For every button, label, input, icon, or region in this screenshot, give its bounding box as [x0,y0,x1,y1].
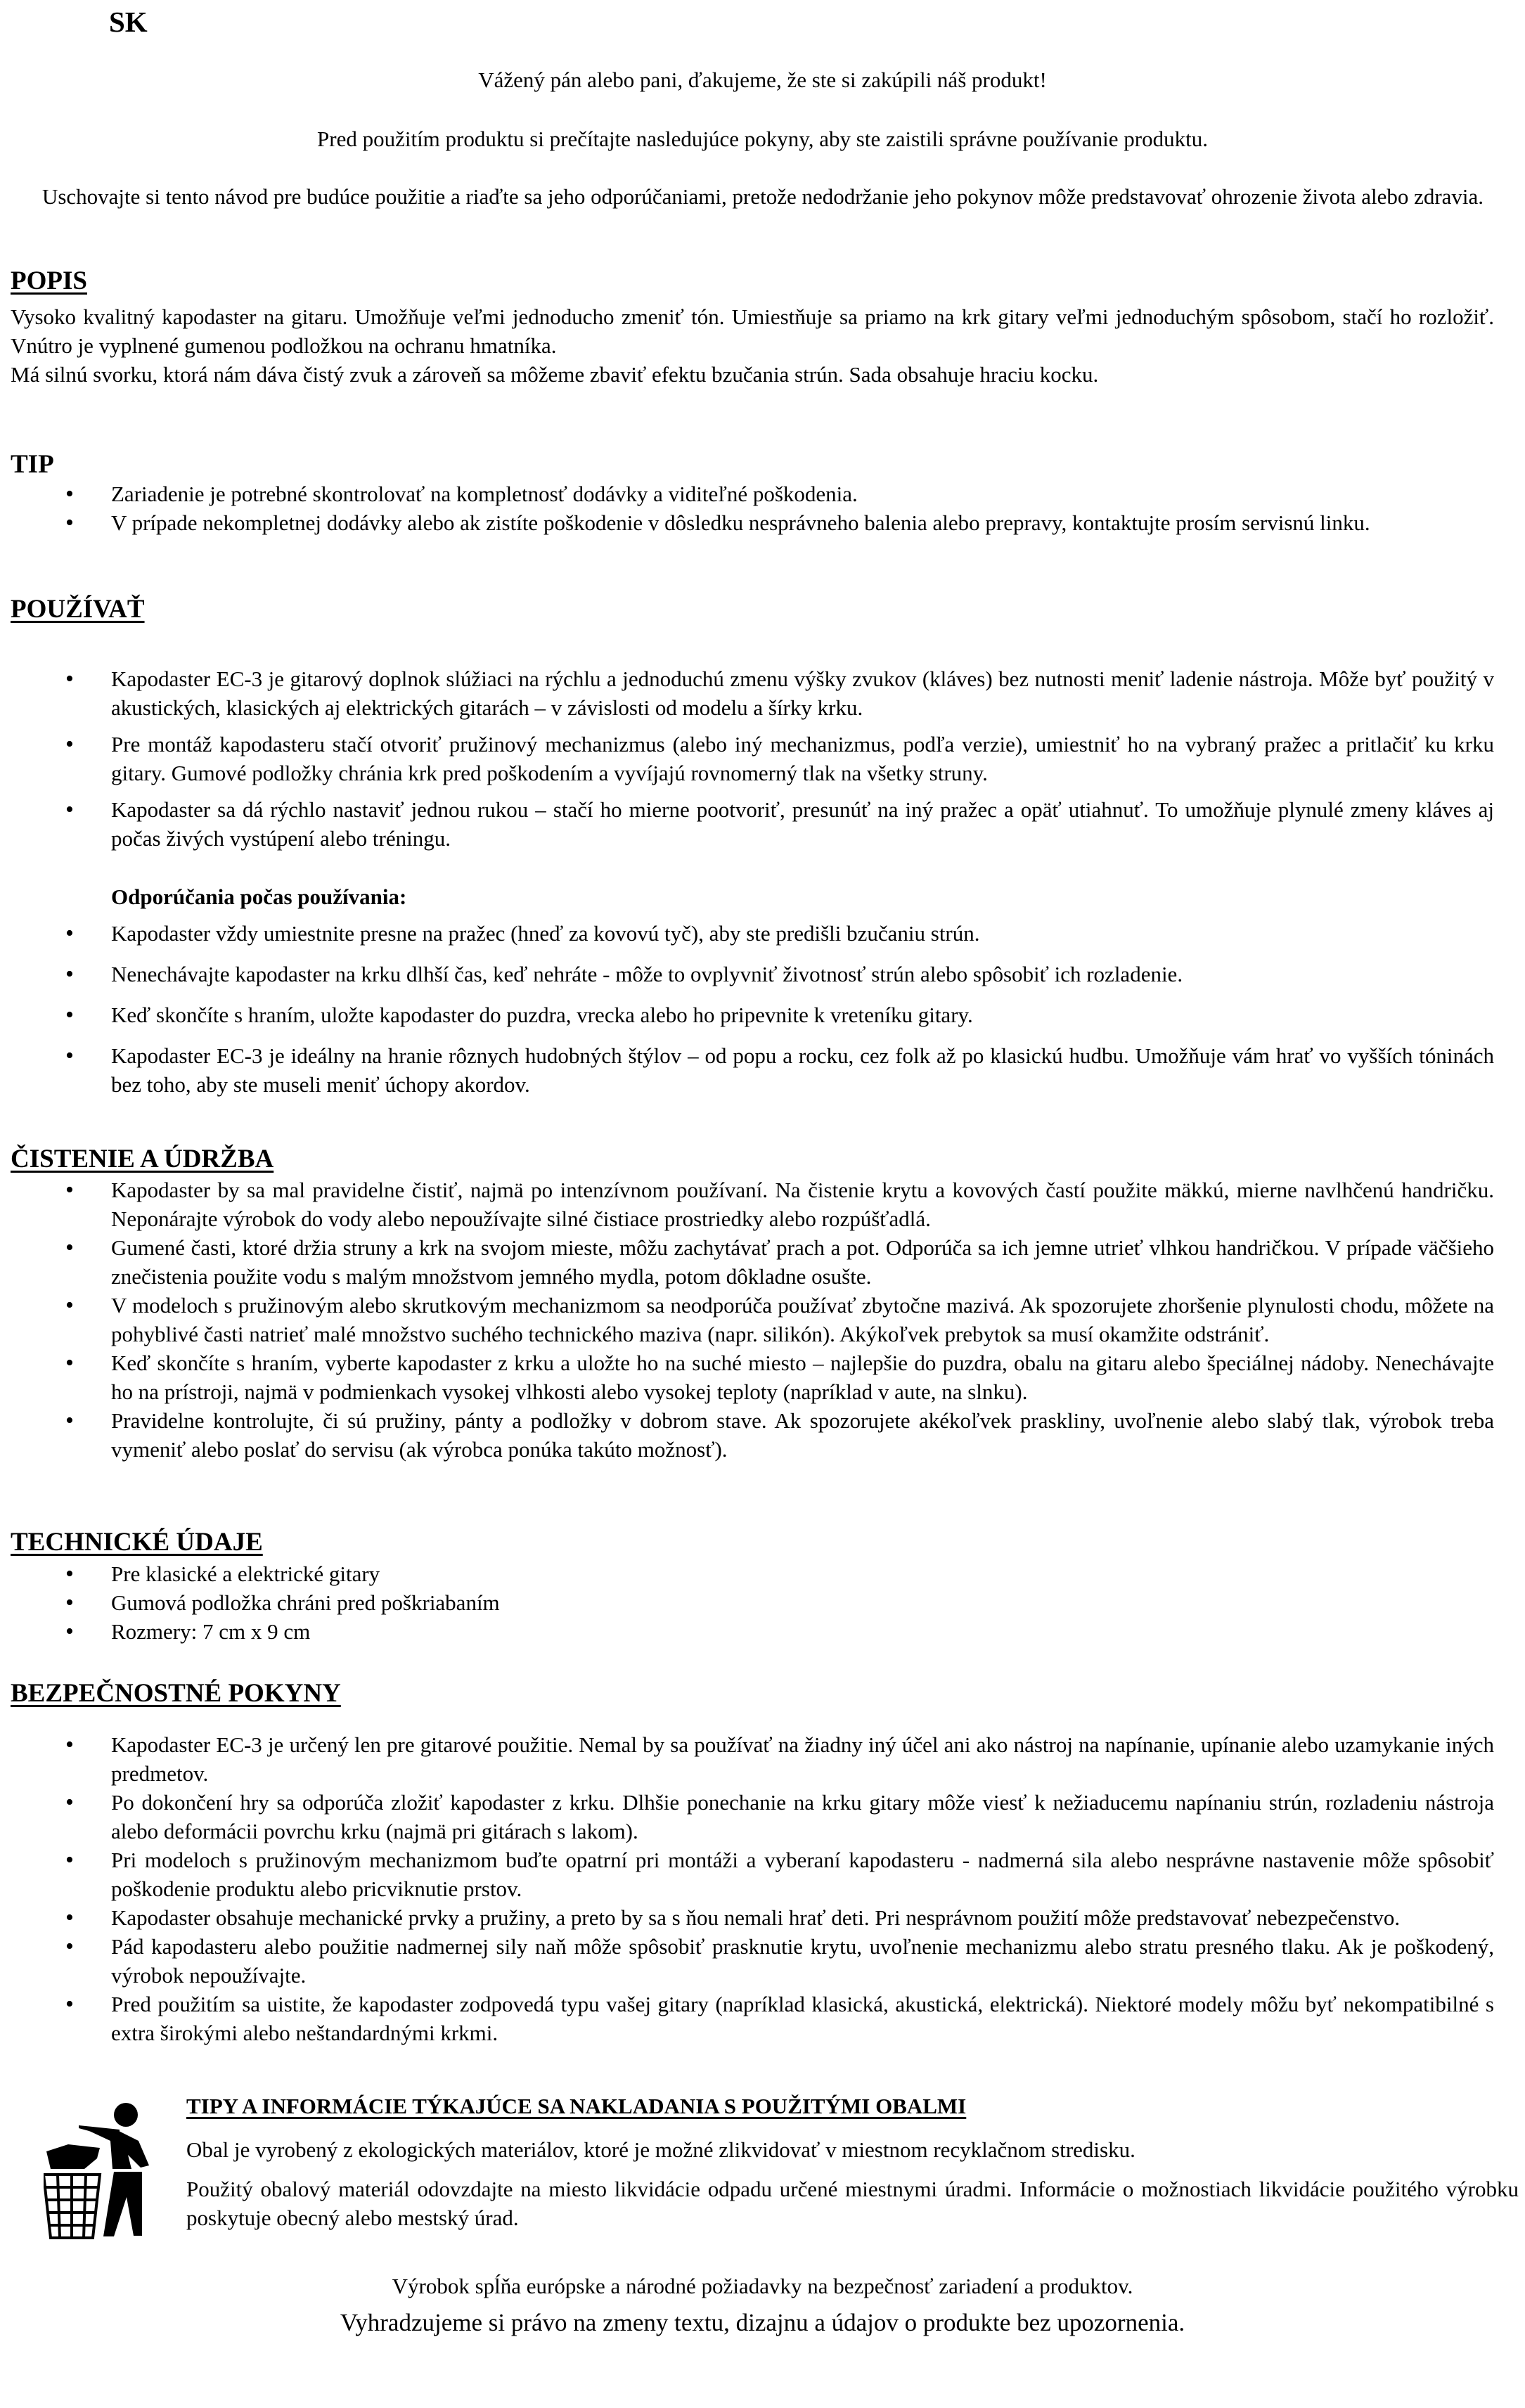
language-code: SK [109,6,148,38]
list-item [0,479,1494,508]
list-item [0,1233,1494,1291]
bullet-icon: • [65,666,74,692]
specs-list [0,1559,1494,1646]
list-item [0,1788,1494,1846]
list-item [0,1291,1494,1348]
list-item [0,1000,1494,1029]
bullet-icon: • [65,1847,74,1873]
list-item [0,1176,1494,1233]
bullet-icon: • [65,510,74,536]
list-item [0,1932,1494,1990]
list-item [0,1041,1494,1099]
list-item-text: Nenechávajte kapodaster na krku dlhší čas, keď nehráte - môže to ovplyvniť životnosť strún alebo spôsobiť ich rozladenie. [111,962,1183,986]
list-item-text: Rozmery: 7 cm x 9 cm [111,1619,311,1644]
bullet-icon: • [65,1408,74,1434]
bullet-icon: • [65,481,74,507]
list-item [0,1903,1494,1932]
list-item-text: Pre montáž kapodasteru stačí otvoriť pružinový mechanizmus (alebo iný mechanizmus, podľa verzie), umiestniť ho na vybraný pražec a pritlačiť ku krku gitary. Gumové podložky chránia krk pred poškodením a vyvíjajú rovnomerný tlak na všetky struny. [111,732,1494,785]
list-item-text: Keď skončíte s hraním, uložte kapodaster do puzdra, vrecka alebo ho pripevnite k vreteníku gitary. [111,1003,973,1027]
list-item-text: Pred použitím sa uistite, že kapodaster zodpovedá typu vašej gitary (napríklad klasická, akustická, elektrická). Niektoré modely môžu byť nekompatibilné s extra širokými alebo neštandardnými krkmi. [111,1992,1494,2045]
bullet-icon: • [65,1590,74,1616]
list-item-text: Kapodaster by sa mal pravidelne čistiť, najmä po intenzívnom používaní. Na čistenie krytu a kovových častí použite mäkkú, mierne navlhčenú handričku. Neponárajte výrobok do vody alebo nepoužívajte silné čistiace prostriedky alebo rozpúšťadlá. [111,1178,1494,1231]
list-item-text: Gumová podložka chráni pred poškriabaním [111,1590,500,1615]
bullet-icon: • [65,1043,74,1069]
list-item-text: Pre klasické a elektrické gitary [111,1562,380,1586]
recommendations-list [0,919,1494,1111]
recycling-title: TIPY A INFORMÁCIE TÝKAJÚCE SA NAKLADANIA S POUŽITÝMI OBALMI [186,2094,967,2118]
section-title-bezpecnost: BEZPEČNOSTNÉ POKYNY [11,1679,341,1708]
waste-bin-disposal-icon [44,2099,149,2246]
recommendations-title: Odporúčania počas používania: [111,884,407,909]
list-item [0,1348,1494,1406]
list-item [0,1617,1494,1646]
recycling-text-1: Obal je vyrobený z ekologických materiálov, ktoré je možné zlikvidovať v miestnom recyklačnom stredisku. [186,2137,1135,2162]
bullet-icon: • [65,1933,74,1959]
popis-text-2: Má silnú svorku, ktorá nám dáva čistý zvuk a zároveň sa môžeme zbaviť efektu bzučania strún. Sada obsahuje hraciu kocku. [11,362,1099,387]
list-item-text: Kapodaster sa dá rýchlo nastaviť jednou rukou – stačí ho mierne pootvoriť, presunúť na iný pražec a opäť utiahnuť. To umožňuje plynulé zmeny kláves aj počas živých vystúpení alebo tréningu. [111,797,1494,851]
bullet-icon: • [65,1350,74,1376]
recycling-text-2: Použitý obalový materiál odovzdajte na miesto likvidácie odpadu určené miestnymi úradmi. Informácie o možnostiach likvidácie použitého výrobku poskytuje obecný alebo mestský úrad. [186,2177,1519,2230]
list-item [0,1846,1494,1903]
section-title-popis: POPIS [11,266,87,295]
bullet-icon: • [65,961,74,987]
bullet-icon: • [65,1618,74,1644]
cleaning-list [0,1176,1494,1464]
bullet-icon: • [65,920,74,946]
popis-text-1: Vysoko kvalitný kapodaster na gitaru. Umožňuje veľmi jednoducho zmeniť tón. Umiestňuje sa priamo na krk gitary veľmi jednoduchým spôsobom, stačí ho rozložiť. Vnútro je vyplnené gumenou podložkou na ochranu hmatníka. [11,304,1494,358]
list-item-text: Keď skončíte s hraním, vyberte kapodaster z krku a uložte ho na suché miesto – najlepšie do puzdra, obalu na gitaru alebo špeciálnej nádoby. Nenechávajte ho na prístroji, najmä v podmienkach vysokej vlhkosti alebo vysokej teploty (napríklad v aute, na slnku). [111,1351,1494,1404]
list-item [0,795,1494,853]
footer-compliance: Výrobok spĺňa európske a národné požiadavky na bezpečnosť zariadení a produktov. [392,2274,1133,2298]
bullet-icon: • [65,1561,74,1587]
bullet-icon: • [65,1002,74,1028]
section-title-tip: TIP [11,450,54,479]
list-item [0,1730,1494,1788]
list-item-text: Kapodaster EC-3 je gitarový doplnok slúžiaci na rýchlu a jednoduchú zmenu výšky zvukov (kláves) bez nutnosti meniť ladenie nástroja. Môže byť použitý v akustických, klasických aj elektrických gitarách – v závislosti od modelu a šírky krku. [111,667,1494,720]
list-item [0,1990,1494,2047]
section-title-cistenie: ČISTENIE A ÚDRŽBA [11,1145,274,1173]
bullet-icon: • [65,731,74,757]
footer-disclaimer: Vyhradzujeme si právo na zmeny textu, dizajnu a údajov o produkte bez upozornenia. [340,2309,1185,2336]
list-item-text: Gumené časti, ktoré držia struny a krk na svojom mieste, môžu zachytávať prach a pot. Odporúča sa ich jemne utrieť vlhkou handričkou. V prípade väčšieho znečistenia použite vodu s malým množstvom jemného mydla, potom dôkladne osušte. [111,1235,1494,1289]
intro-greeting: Vážený pán alebo pani, ďakujeme, že ste si zakúpili náš produkt! [478,67,1047,92]
list-item [0,730,1494,787]
list-item-text: Kapodaster obsahuje mechanické prvky a pružiny, a preto by sa s ňou nemali hrať deti. Pri nesprávnom použití môže predstavovať nebezpečenstvo. [111,1905,1401,1930]
section-title-technicke: TECHNICKÉ ÚDAJE [11,1528,263,1557]
list-item [0,1559,1494,1588]
bullet-icon: • [65,1789,74,1815]
list-item-text: Po dokončení hry sa odporúča zložiť kapodaster z krku. Dlhšie ponechanie na krku gitary môže viesť k nežiaducemu napínaniu strún, rozladeniu nástroja alebo deformácii povrchu krku (najmä pri gitárach s lakom). [111,1790,1494,1843]
list-item-text: V prípade nekompletnej dodávky alebo ak zistíte poškodenie v dôsledku nesprávneho balenia alebo prepravy, kontaktujte prosím servisnú linku. [111,510,1370,535]
tip-list [0,479,1494,537]
list-item-text: Pri modeloch s pružinovým mechanizmom buďte opatrní pri montáži a vyberaní kapodasteru - nadmerná sila alebo nesprávne nastavenie môže spôsobiť poškodenie produktu alebo pricviknutie prstov. [111,1848,1494,1901]
bullet-icon: • [65,1235,74,1261]
list-item [0,960,1494,989]
bullet-icon: • [65,1732,74,1758]
list-item-text: Kapodaster EC-3 je ideálny na hranie rôznych hudobných štýlov – od popu a rocku, cez folk až po klasickú hudbu. Umožňuje vám hrať vo vyšších tóninách bez toho, aby ste museli meniť úchopy akordov. [111,1043,1494,1097]
usage-list [0,664,1494,861]
list-item [0,1588,1494,1617]
bullet-icon: • [65,1177,74,1203]
list-item [0,664,1494,722]
safety-list [0,1730,1494,2047]
list-item-text: Kapodaster vždy umiestnite presne na pražec (hneď za kovovú tyč), aby ste predišli bzučaniu strún. [111,921,980,946]
list-item [0,919,1494,948]
list-item [0,1406,1494,1464]
list-item-text: Kapodaster EC-3 je určený len pre gitarové použitie. Nemal by sa používať na žiadny iný účel ani ako nástroj na napínanie, upínanie alebo uzamykanie iných predmetov. [111,1732,1494,1786]
bullet-icon: • [65,1292,74,1318]
list-item [0,508,1494,537]
list-item-text: V modeloch s pružinovým alebo skrutkovým mechanizmom sa neodporúča používať zbytočne mazivá. Ak spozorujete zhoršenie plynulosti chodu, môžete na pohyblivé časti natrieť malé množstvo suchého technického maziva (napr. silikón). Akýkoľvek prebytok sa musí okamžite odstrániť. [111,1293,1494,1346]
bullet-icon: • [65,1905,74,1931]
bullet-icon: • [65,1991,74,2017]
list-item-text: Pravidelne kontrolujte, či sú pružiny, pánty a podložky v dobrom stave. Ak spozorujete akékoľvek praskliny, uvoľnenie alebo slabý tlak, výrobok treba vymeniť alebo poslať do servisu (ak výrobca ponúka takúto možnosť). [111,1408,1494,1462]
intro-read-instructions: Pred použitím produktu si prečítajte nasledujúce pokyny, aby ste zaistili správne používanie produktu. [317,127,1208,151]
bullet-icon: • [65,797,74,823]
section-title-pouzivat: POUŽÍVAŤ [11,595,145,624]
intro-keep-manual: Uschovajte si tento návod pre budúce použitie a riaďte sa jeho odporúčaniami, pretože nedodržanie jeho pokynov môže predstavovať ohrozenie života alebo zdravia. [41,184,1484,209]
list-item-text: Zariadenie je potrebné skontrolovať na kompletnosť dodávky a viditeľné poškodenia. [111,482,858,506]
list-item-text: Pád kapodasteru alebo použitie nadmernej sily naň môže spôsobiť prasknutie krytu, uvoľnenie mechanizmu alebo stratu presného tlaku. Ak je poškodený, výrobok nepoužívajte. [111,1934,1494,1988]
